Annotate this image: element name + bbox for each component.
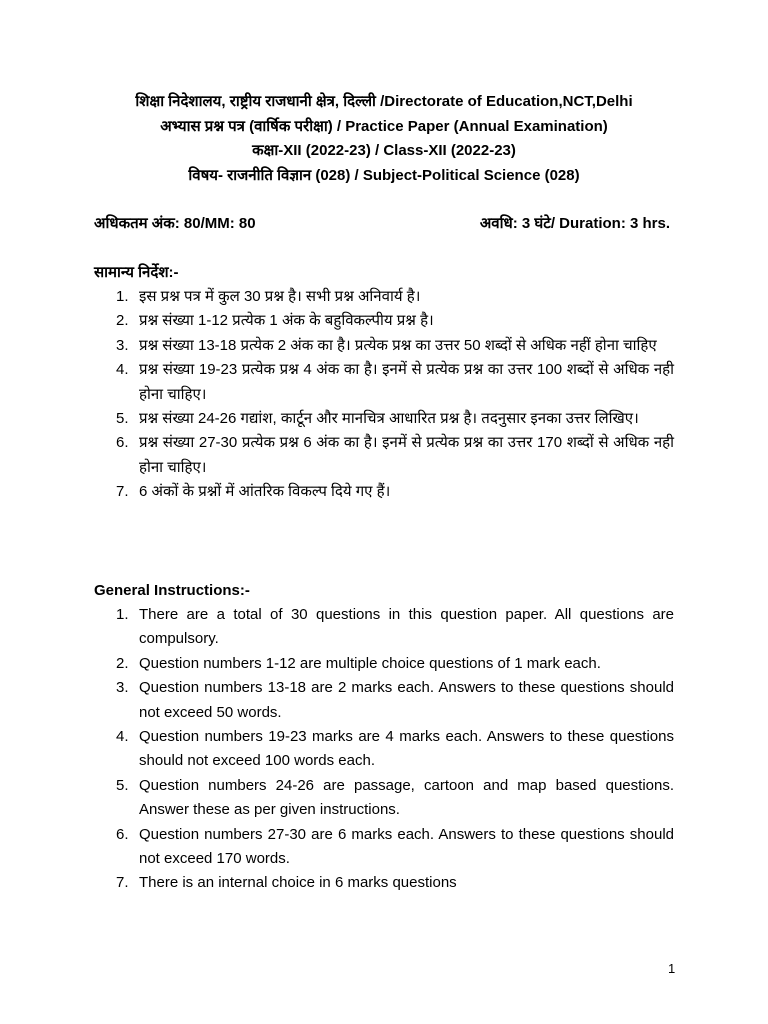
class-title: कक्षा-XII (2022-23) / Class-XII (2022-23) [252,142,516,159]
list-item: 7. There is an internal choice in 6 marks questions [116,874,457,892]
list-item: 3. प्रश्न संख्या 13-18 प्रत्येक 2 अंक का है। प्रत्येक प्रश्न का उत्तर 50 शब्दों से अधिक नहीं होना चाहिए [116,336,657,354]
list-item: 1. There are a total of 30 questions in this question paper. All questions are compulsory. [116,606,674,648]
max-marks: अधिकतम अंक: 80/MM: 80 [94,215,256,232]
list-item: 4. प्रश्न संख्या 19-23 प्रत्येक प्रश्न 4 अंक का है। इनमें से प्रत्येक प्रश्न का उत्तर 100 शब्दों से अधिक नही होना चाहिए। [116,361,674,403]
general-instructions-list [94,603,674,896]
list-item: 1. इस प्रश्न पत्र में कुल 30 प्रश्न है। सभी प्रश्न अनिवार्य है। [116,288,421,305]
document-header [60,90,708,188]
duration: अवधि: 3 घंटे/ Duration: 3 hrs. [479,215,670,232]
page-number: 1 [668,961,676,976]
hindi-instructions-list [94,285,674,505]
list-item: 2. Question numbers 1-12 are multiple choice questions of 1 mark each. [116,654,601,672]
list-item: 2. प्रश्न संख्या 1-12 प्रत्येक 1 अंक के बहुविकल्पीय प्रश्न है। [116,312,434,330]
paper-title: अभ्यास प्रश्न पत्र (वार्षिक परीक्षा) / Practice Paper (Annual Examination) [160,117,608,135]
general-instructions-title: General Instructions:- [94,582,250,599]
subject-title: विषय- राजनीति विज्ञान (028) / Subject-Political Science (028) [188,166,580,184]
list-item: 5. Question numbers 24-26 are passage, cartoon and map based questions. Answer these as per given instructions. [116,776,674,819]
list-item: 6. प्रश्न संख्या 27-30 प्रत्येक प्रश्न 6 अंक का है। इनमें से प्रत्येक प्रश्न का उत्तर 170 शब्दों से अधिक नही होना चाहिए। [116,434,674,476]
directorate-title: शिक्षा निदेशालय, राष्ट्रीय राजधानी क्षेत्र, दिल्ली /Directorate of Education,NCT,Delhi [135,93,633,110]
list-item: 6. Question numbers 27-30 are 6 marks each. Answers to these questions should not exceed 170 words. [116,825,674,868]
list-item: 7. 6 अंकों के प्रश्नों में आंतरिक विकल्प दिये गए हैं। [116,483,391,501]
list-item: 3. Question numbers 13-18 are 2 marks each. Answers to these questions should not exceed 50 words. [116,679,674,721]
list-item: 4. Question numbers 19-23 marks are 4 marks each. Answers to these questions should not exceed 100 words each. [116,728,674,770]
hindi-instructions-title: सामान्य निर्देश:- [94,264,179,281]
marks-duration-row [94,213,670,235]
list-item: 5. प्रश्न संख्या 24-26 गद्यांश, कार्टून और मानचित्र आधारित प्रश्न है। तदनुसार इनका उत्तर लिखिए। [116,410,639,428]
